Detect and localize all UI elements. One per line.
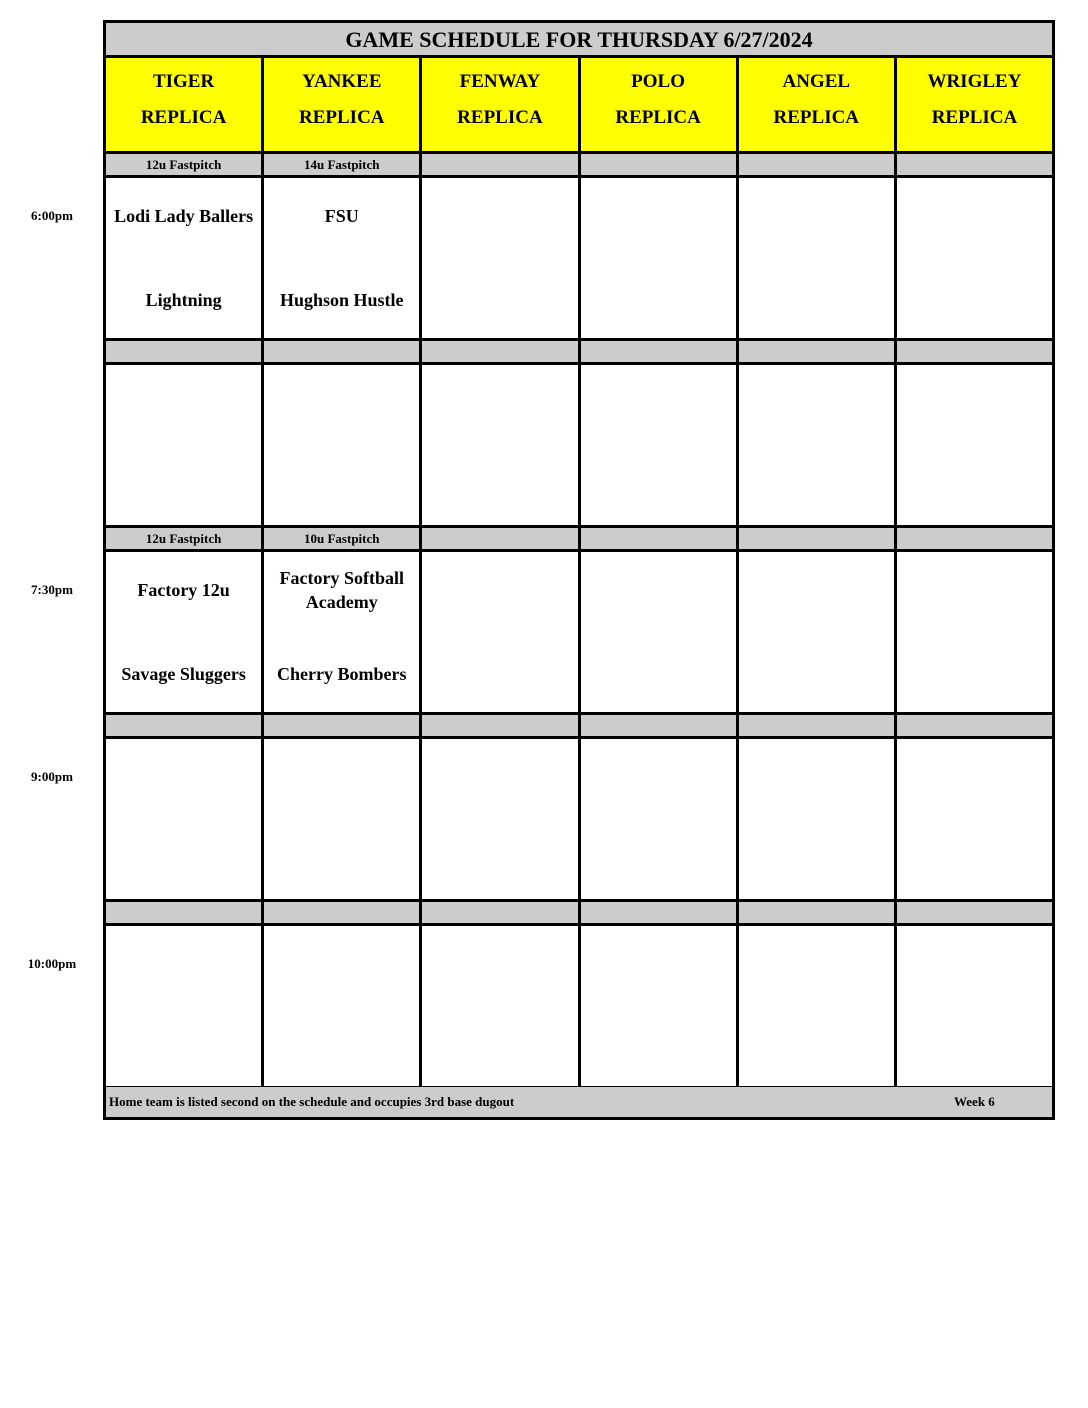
field-name: ANGEL — [782, 71, 851, 92]
home-team-note: Home team is listed second on the schedule and occupies 3rd base dugout — [109, 1094, 515, 1109]
field-header-wrigley — [897, 58, 1052, 151]
division-label — [264, 902, 419, 923]
division-label — [422, 154, 577, 175]
time-label-10pm: 10:00pm — [27, 956, 77, 971]
game-cell — [897, 926, 1052, 1086]
division-label — [739, 902, 894, 923]
division-label — [106, 902, 261, 923]
division-row — [106, 902, 1052, 923]
division-label — [422, 715, 577, 736]
division-row — [106, 715, 1052, 736]
game-cell — [581, 552, 736, 712]
field-name: TIGER — [152, 71, 215, 92]
time-label-6pm: 6:00pm — [31, 208, 73, 223]
division-label — [581, 528, 736, 549]
field-header-polo — [581, 58, 736, 151]
home-team: Cherry Bombers — [277, 664, 407, 684]
game-cell — [581, 178, 736, 338]
game-cell — [264, 926, 419, 1086]
division-label — [739, 154, 894, 175]
division-label — [581, 715, 736, 736]
division-label — [897, 528, 1052, 549]
field-header-row — [106, 58, 1052, 151]
game-cell — [106, 552, 261, 712]
field-type: REPLICA — [299, 107, 385, 128]
game-cell — [106, 365, 261, 525]
field-name: WRIGLEY — [927, 71, 1022, 92]
field-type: REPLICA — [931, 107, 1018, 128]
field-name: POLO — [631, 71, 686, 92]
division-label — [581, 341, 736, 362]
field-header-yankee — [264, 58, 419, 151]
game-cell — [739, 739, 894, 899]
schedule-table — [103, 20, 1055, 1120]
division-label: 10u Fastpitch — [264, 528, 419, 549]
game-cell — [581, 739, 736, 899]
footer-bar — [106, 1087, 1052, 1117]
division-row — [106, 154, 1052, 175]
game-cell — [897, 178, 1052, 338]
game-cell — [264, 178, 419, 338]
division-row — [106, 341, 1052, 362]
division-label — [897, 341, 1052, 362]
division-label — [422, 528, 577, 549]
division-row — [106, 528, 1052, 549]
game-slot-row — [106, 926, 1052, 1086]
game-cell — [739, 926, 894, 1086]
division-label — [422, 341, 577, 362]
field-name: FENWAY — [459, 71, 541, 92]
game-cell — [897, 365, 1052, 525]
game-cell — [739, 178, 894, 338]
game-slot-row — [106, 178, 1052, 338]
game-cell — [106, 739, 261, 899]
division-label — [897, 902, 1052, 923]
home-team: Hughson Hustle — [279, 290, 404, 310]
game-slot-row — [106, 739, 1052, 899]
home-team: Lightning — [145, 290, 222, 310]
page-title: GAME SCHEDULE FOR THURSDAY 6/27/2024 — [106, 23, 1052, 55]
division-label — [739, 715, 894, 736]
away-team: Factory 12u — [137, 580, 230, 600]
division-label: 12u Fastpitch — [106, 528, 261, 549]
game-cell — [581, 365, 736, 525]
time-column — [0, 0, 104, 1408]
game-cell — [422, 365, 577, 525]
game-cell — [897, 739, 1052, 899]
division-label — [581, 154, 736, 175]
game-cell — [422, 739, 577, 899]
division-label — [739, 528, 894, 549]
away-team: Lodi Lady Ballers — [114, 206, 254, 226]
division-label — [106, 341, 261, 362]
away-team: FSU — [324, 206, 359, 226]
game-cell — [264, 552, 419, 712]
division-label — [422, 902, 577, 923]
division-label — [264, 341, 419, 362]
field-header-tiger — [106, 58, 261, 151]
time-label-9pm: 9:00pm — [31, 769, 73, 784]
field-type: REPLICA — [615, 107, 701, 128]
division-label — [581, 902, 736, 923]
game-cell — [422, 926, 577, 1086]
division-label — [264, 715, 419, 736]
field-name: YANKEE — [301, 71, 382, 92]
division-label: 14u Fastpitch — [264, 154, 419, 175]
field-header-fenway — [422, 58, 577, 151]
field-type: REPLICA — [140, 107, 227, 128]
game-cell — [106, 926, 261, 1086]
division-label: 12u Fastpitch — [106, 154, 261, 175]
game-cell — [264, 365, 419, 525]
division-label — [897, 154, 1052, 175]
home-team: Savage Sluggers — [121, 664, 246, 684]
game-cell — [422, 552, 577, 712]
time-label-730pm: 7:30pm — [31, 582, 73, 597]
game-slot-row — [106, 365, 1052, 525]
field-type: REPLICA — [457, 107, 543, 128]
field-type: REPLICA — [773, 107, 860, 128]
game-cell — [581, 926, 736, 1086]
game-slot-row — [106, 552, 1052, 712]
away-team: Factory Softball Academy — [279, 568, 404, 612]
division-label — [739, 341, 894, 362]
game-cell — [739, 552, 894, 712]
division-label — [106, 715, 261, 736]
game-cell — [422, 178, 577, 338]
field-header-angel — [739, 58, 894, 151]
game-cell — [264, 739, 419, 899]
game-cell — [739, 365, 894, 525]
game-cell — [106, 178, 261, 338]
game-cell — [897, 552, 1052, 712]
division-label — [897, 715, 1052, 736]
week-label: Week 6 — [954, 1094, 995, 1109]
